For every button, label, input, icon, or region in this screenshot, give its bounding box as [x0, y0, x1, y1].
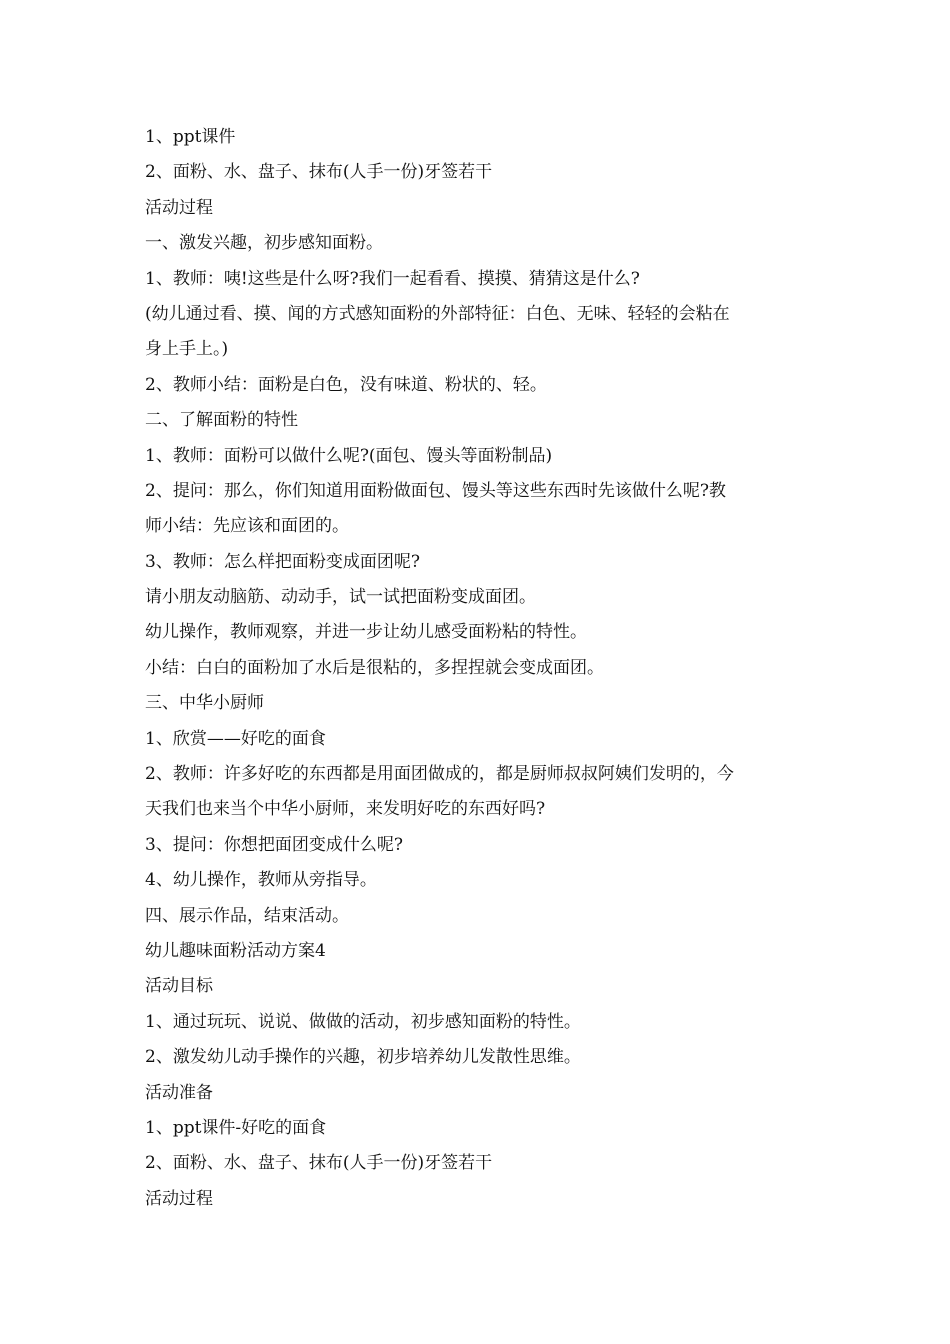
section-heading: 二、了解面粉的特性 [145, 410, 298, 431]
text-line: 1、教师：咦!这些是什么呀?我们一起看看、摸摸、猜猜这是什么? [145, 268, 640, 289]
text-line: 小结：白白的面粉加了水后是很粘的，多捏捏就会变成面团。 [145, 657, 604, 678]
text-line: 身上手上。) [145, 339, 229, 360]
text-line: 1、ppt课件-好吃的面食 [145, 1117, 327, 1138]
section-heading: 活动准备 [145, 1082, 213, 1103]
text-line: 幼儿操作，教师观察，并进一步让幼儿感受面粉粘的特性。 [145, 622, 587, 643]
text-line: 2、教师小结：面粉是白色，没有味道、粉状的、轻。 [145, 374, 547, 395]
text-line: 3、提问：你想把面团变成什么呢? [145, 834, 403, 855]
document-body [145, 120, 815, 1217]
text-line: 2、面粉、水、盘子、抹布(人手一份)牙签若干 [145, 162, 493, 183]
text-line: (幼儿通过看、摸、闻的方式感知面粉的外部特征：白色、无味、轻轻的会粘在 [145, 303, 730, 324]
text-line: 2、教师：许多好吃的东西都是用面团做成的，都是厨师叔叔阿姨们发明的，今 [145, 764, 734, 785]
plan-title: 幼儿趣味面粉活动方案4 [145, 940, 326, 961]
text-line: 2、面粉、水、盘子、抹布(人手一份)牙签若干 [145, 1153, 493, 1174]
section-heading: 活动目标 [145, 976, 213, 997]
text-line: 天我们也来当个中华小厨师，来发明好吃的东西好吗? [145, 799, 546, 820]
section-heading: 四、展示作品，结束活动。 [145, 905, 349, 926]
text-line: 4、幼儿操作，教师从旁指导。 [145, 870, 377, 891]
section-heading: 活动过程 [145, 197, 213, 218]
text-line: 2、激发幼儿动手操作的兴趣，初步培养幼儿发散性思维。 [145, 1047, 581, 1068]
section-heading: 活动过程 [145, 1188, 213, 1209]
text-line: 1、通过玩玩、说说、做做的活动，初步感知面粉的特性。 [145, 1011, 581, 1032]
text-line: 3、教师：怎么样把面粉变成面团呢? [145, 551, 420, 572]
text-line: 师小结：先应该和面团的。 [145, 516, 349, 537]
text-line: 1、欣赏——好吃的面食 [145, 728, 326, 749]
text-line: 1、教师：面粉可以做什么呢?(面包、馒头等面粉制品) [145, 445, 553, 466]
section-heading: 三、中华小厨师 [145, 693, 264, 714]
text-line: 请小朋友动脑筋、动动手，试一试把面粉变成面团。 [145, 587, 536, 608]
section-heading: 一、激发兴趣，初步感知面粉。 [145, 233, 383, 254]
text-line: 1、ppt课件 [145, 127, 236, 147]
text-line: 2、提问：那么，你们知道用面粉做面包、馒头等这些东西时先该做什么呢?教 [145, 480, 726, 501]
